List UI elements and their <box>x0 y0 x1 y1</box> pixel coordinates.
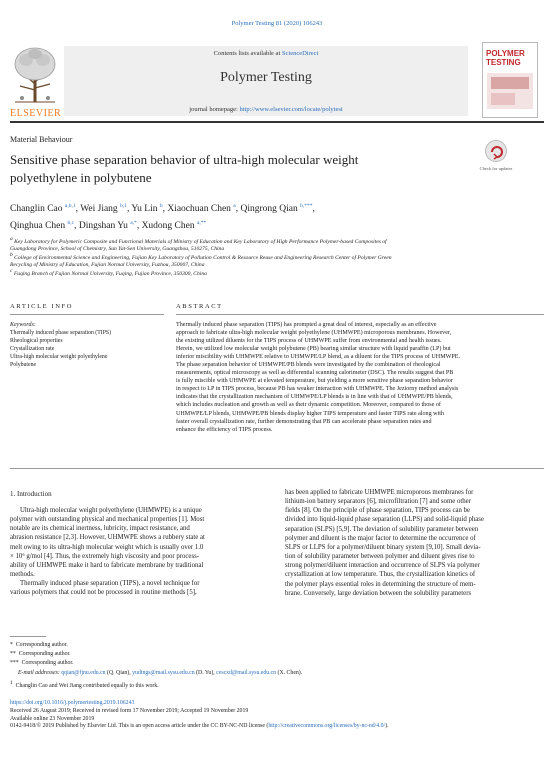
body-line: divided into liquid-liquid phase separation (LLPS) and solid-liquid phase <box>285 516 484 524</box>
author-name[interactable]: Wei Jiang <box>80 204 118 215</box>
article-title <box>10 151 450 187</box>
abstract-line: enhance the efficiency of TIPS process. <box>176 426 273 433</box>
title-line-2: polyethylene in polybutene <box>10 170 152 185</box>
body-line: notable are its chemical inertness, lubricity, impact resistance, and <box>10 525 190 533</box>
publisher-name[interactable]: ELSEVIER <box>10 108 62 119</box>
homepage-link[interactable]: http://www.elsevier.com/locate/polytest <box>239 106 343 113</box>
introduction-heading: 1. Introduction <box>10 490 52 498</box>
abstract-line: approach to fabricate ultra-high molecular weight polyethylene (UHMWPE) microporous membranes. However, <box>176 330 452 337</box>
body-line: has been applied to fabricate UHMWPE microporous membranes for <box>285 489 474 496</box>
body-line: strong polymer/diluent interaction and occurrence of SLPS via polymer <box>285 562 480 570</box>
body-line: brane. Conversely, large deviation between the solubility parameters <box>285 589 472 597</box>
title-line-1: Sensitive phase separation behavior of ultra-high molecular weight <box>10 152 359 167</box>
footnote-rule <box>10 636 46 637</box>
abstract-line: inferior miscibility with UHMWPE relative to UHMWPE/LP blend, as a diluent for the TIPS process of UHMWPE. <box>176 354 460 361</box>
elsevier-tree-logo <box>10 42 60 108</box>
body-line: polymer and diluent is the major factor to determine the occurrence of <box>285 534 476 542</box>
body-line: various polymers that could not be processed in routine methods [5], <box>10 589 197 597</box>
author-name[interactable]: Dingshan Yu <box>78 221 128 232</box>
affiliation-a: $^a$ Key Laboratory for Polymeric Composite and Functional Materials of Ministry of Education and Key Laboratory of High Performance Polymer-based Composites of Guangdong Province, School of Chemistry, Sun Yat-Sen University, Guangzhou, 510275, China <box>10 236 544 254</box>
publication-info <box>10 700 544 731</box>
journal-citation[interactable]: Polymer Testing 81 (2020) 106243 <box>231 20 323 27</box>
email-label: E-mail addresses: <box>18 670 60 676</box>
author-name[interactable]: Changlin Cao <box>10 204 63 215</box>
footnote-emails <box>18 670 302 678</box>
keyword-item: Ultra-high molecular weight polyethylene <box>10 354 108 360</box>
abstract-line: Thermally induced phase separation (TIPS) has prompted a great deal of interest, especially as an effective <box>176 322 437 328</box>
affiliation-b-line2: Recycling of Ministry of Education, Fujian Normal University, Fuzhou, 350007, China <box>10 262 205 269</box>
article-section-label: Material Behaviour <box>10 135 73 144</box>
contents-prefix: Contents lists available at <box>213 50 282 57</box>
abstract-line: measurements, optical microscopy as well as differential scanning calorimeter (DSC). The results suggest that PB <box>176 370 454 377</box>
author-affil-mark[interactable]: a,b,1 <box>64 203 76 209</box>
affiliation-a-line1: Key Laboratory for Polymeric Composite and Functional Materials of Ministry of Education and Key Laboratory of High Performance Polymer-based Composites of <box>14 238 387 245</box>
footnote-corresponding-1: * Corresponding author. <box>10 642 68 648</box>
license-link[interactable]: http://creativecommons.org/licenses/by-nc-nd/4.0/ <box>268 723 386 730</box>
keywords-label: Keywords: <box>10 322 36 328</box>
footnote-corresponding-2: ** Corresponding author. <box>10 651 71 657</box>
keyword-item: Crystallization rate <box>10 346 55 352</box>
abstract-line: UHMWPE/LP blends, UHMWPE/PB blends display higher TIPS temperature and faster TIPS rate along with <box>176 410 444 417</box>
right-column-text <box>285 488 544 598</box>
abstract-body <box>176 321 544 434</box>
available-online: Available online 23 November 2019 <box>10 715 95 722</box>
affiliation-b-line1: College of Environmental Science and Engineering, Fujian Key Laboratory of Pollution Control & Resource Reuse and Engineering Research Center of Polymer Green <box>14 254 392 261</box>
body-line: Ultra-high molecular weight polyethylene (UHMWPE) is a unique <box>20 507 202 514</box>
abstract-line: The phase separation behavior of UHMWPE/PB blends were investigated by the combination of rheological <box>176 362 441 369</box>
abstract-heading: ABSTRACT <box>176 303 223 310</box>
sciencedirect-link[interactable]: ScienceDirect <box>281 50 319 57</box>
journal-cover-thumbnail[interactable] <box>482 42 538 118</box>
body-line: lithium-ion battery separators [6], microfiltration [7] and some other <box>285 498 471 506</box>
abstract-line: faster overall crystallization rate, further demonstrating that PB can accelerate phase separation rates and <box>176 418 432 425</box>
keyword-item: Thermally induced phase separation (TIPS) <box>10 330 112 336</box>
contents-line <box>64 50 468 57</box>
email-link[interactable]: yudings@mail.sysu.edu.cn <box>132 670 195 676</box>
body-line: melt owing to its ultra-high molecular weight which is usually over 1.0 <box>10 543 204 551</box>
abstract-rule <box>176 314 544 315</box>
affiliation-b: $^b$ College of Environmental Science and Engineering, Fujian Key Laboratory of Pollution Control & Resource Reuse and Engineering Research Center of Polymer Green Recycling of Ministry of Education, Fujian Normal University, Fuzhou, 350007, China <box>10 252 544 270</box>
abstract-line: which includes nucleation and growth as well as their dynamic competition. Moreover, compared to those of <box>176 402 441 409</box>
body-line: Thermally induced phase separation (TIPS), a novel technique for <box>20 580 200 588</box>
email-owner: (D. Yu), <box>196 670 215 676</box>
refresh-icon <box>486 141 508 163</box>
cover-title-line2: TESTING <box>486 58 521 67</box>
abstract-line: indicates that the crystallization mechanism of UHMWPE/LP blends is in line with that of UHMWPE/PB blends, <box>176 394 453 401</box>
abstract-bottom-rule <box>10 468 544 469</box>
body-line: ability of UHMWPE make it hard to fabricate membrane by traditional <box>10 561 204 569</box>
email-link[interactable]: cescxd@mail.sysu.edu.cn <box>216 670 277 676</box>
email-owner: (X. Chen). <box>277 670 303 676</box>
author-list: Changlin Cao $^{a,b,1}$, Wei Jiang $^{b,1}$, Yu Lin $^b$, Xiaochuan Chen $^a$, Qingrong Qian $^{b,***}$, Qinghua Chen $^{b,c}$, Dingshan Yu $^{a,*}$, Xudong Chen $^{a,**}$ <box>10 203 315 232</box>
keyword-item: Rheological properties <box>10 338 63 344</box>
body-line: tion of solubility parameter between polymer and diluent gives rise to <box>285 553 475 561</box>
footnote-text: Corresponding author. <box>21 660 74 666</box>
keyword-item: Polybutene <box>10 362 37 368</box>
cover-title-line1: POLYMER <box>486 49 525 58</box>
author-name[interactable]: Yu Lin <box>131 204 158 215</box>
author-affil-mark[interactable]: b,1 <box>120 203 127 209</box>
footnote-text: Changlin Cao and Wei Jiang contributed equally to this work. <box>15 682 159 689</box>
body-line: fields [8]. On the principle of phase separation, TIPS process can be <box>285 507 471 515</box>
license-text: 0142-9418/© 2019 Published by Elsevier Ltd. This is an open access article under the CC BY-NC-ND license ( <box>10 723 269 730</box>
cover-image <box>487 73 533 109</box>
journal-title: Polymer Testing <box>220 70 312 85</box>
license-suffix: ). <box>385 723 389 730</box>
header-rule <box>10 121 544 123</box>
left-column-text <box>10 506 268 598</box>
footnote-text: Corresponding author. <box>18 651 71 657</box>
author-affil-mark[interactable]: a,* <box>130 220 137 227</box>
check-for-updates-icon[interactable] <box>485 140 507 162</box>
author-affil-mark[interactable]: b <box>159 203 163 209</box>
abstract-line: the existing utilized diluents for the TIPS process of UHMWPE suffer from environmental and health issues. <box>176 338 442 345</box>
author-affil-mark[interactable]: a,** <box>196 220 207 227</box>
author-affil-mark[interactable]: b,*** <box>300 203 313 209</box>
body-line: polymer with outstanding physical and mechanical properties [1]. Most <box>10 516 205 524</box>
article-info-rule <box>10 314 164 315</box>
check-for-updates-label[interactable]: Check for updates <box>479 166 513 171</box>
abstract-line: is fully miscible with UHMWPE at elevated temperature, but yielding a more sensitive phase separation behavior <box>176 378 453 385</box>
abstract-line: Herein, we utilized low molecular weight polybutene (PB) bearing similar structure with liquid paraffin (LP) but <box>176 346 451 353</box>
footnote-text: Corresponding author. <box>15 642 68 648</box>
footnote-corresponding-3: *** Corresponding author. <box>10 660 74 666</box>
email-link[interactable]: qqian@fjnu.edu.cn <box>61 670 106 676</box>
body-line: SLPS or LLPS for a polymer/diluent binary system [9,10]. Small devia- <box>285 543 481 551</box>
affiliation-c-line: Fuqing Branch of Fujian Normal University, Fuqing, Fujian Province, 350300, China <box>13 270 207 277</box>
doi-link[interactable]: https://doi.org/10.1016/j.polymertesting.2019.106243 <box>10 700 135 706</box>
article-info-heading: ARTICLE INFO <box>10 303 74 310</box>
body-line: crystallization at low temperature. Thus, the crystallization kinetics of <box>285 571 476 579</box>
author-name[interactable]: Xiaochuan Chen <box>167 204 231 215</box>
abstract-line: in respect to LP in TIPS process, because PB has weaker interaction with UHMWPE. The Jeziorny method analysis <box>176 386 459 393</box>
license-line <box>10 723 544 731</box>
email-owner: (Q. Qian), <box>107 670 131 676</box>
body-line: separation (SLPS) [5,9]. The deviation of solubility parameter between <box>285 525 479 533</box>
author-affil-mark[interactable]: a <box>233 203 236 209</box>
affiliation-c: $^c$ Fuqing Branch of Fujian Normal University, Fuqing, Fujian Province, 350300, China <box>10 268 207 277</box>
author-name[interactable]: Xudong Chen <box>141 221 195 232</box>
homepage-prefix: journal homepage: <box>189 106 240 113</box>
author-name[interactable]: Qinghua Chen <box>10 221 66 232</box>
body-line: abrasion resistance [2,3]. However, UHMWPE shows a rubbery state at <box>10 534 205 542</box>
homepage-line <box>64 106 468 113</box>
footnote-equal-contribution: $^1$ Changlin Cao and Wei Jiang contributed equally to this work. <box>10 680 159 689</box>
body-line: methods. <box>10 571 35 579</box>
author-name[interactable]: Qingrong Qian <box>240 204 298 215</box>
received-dates: Received 26 August 2019; Received in revised form 17 November 2019; Accepted 19 November 2019 <box>10 707 249 714</box>
author-affil-mark[interactable]: b,c <box>67 220 75 227</box>
affiliation-a-line2: Guangdong Province, School of Chemistry, Sun Yat-Sen University, Guangzhou, 510275, China <box>10 246 225 253</box>
body-line: × 10⁶ g/mol [4]. Thus, the extremely high viscosity and poor process- <box>10 552 199 560</box>
body-line: the polymer plays essential roles in determining the structure of mem- <box>285 580 476 588</box>
